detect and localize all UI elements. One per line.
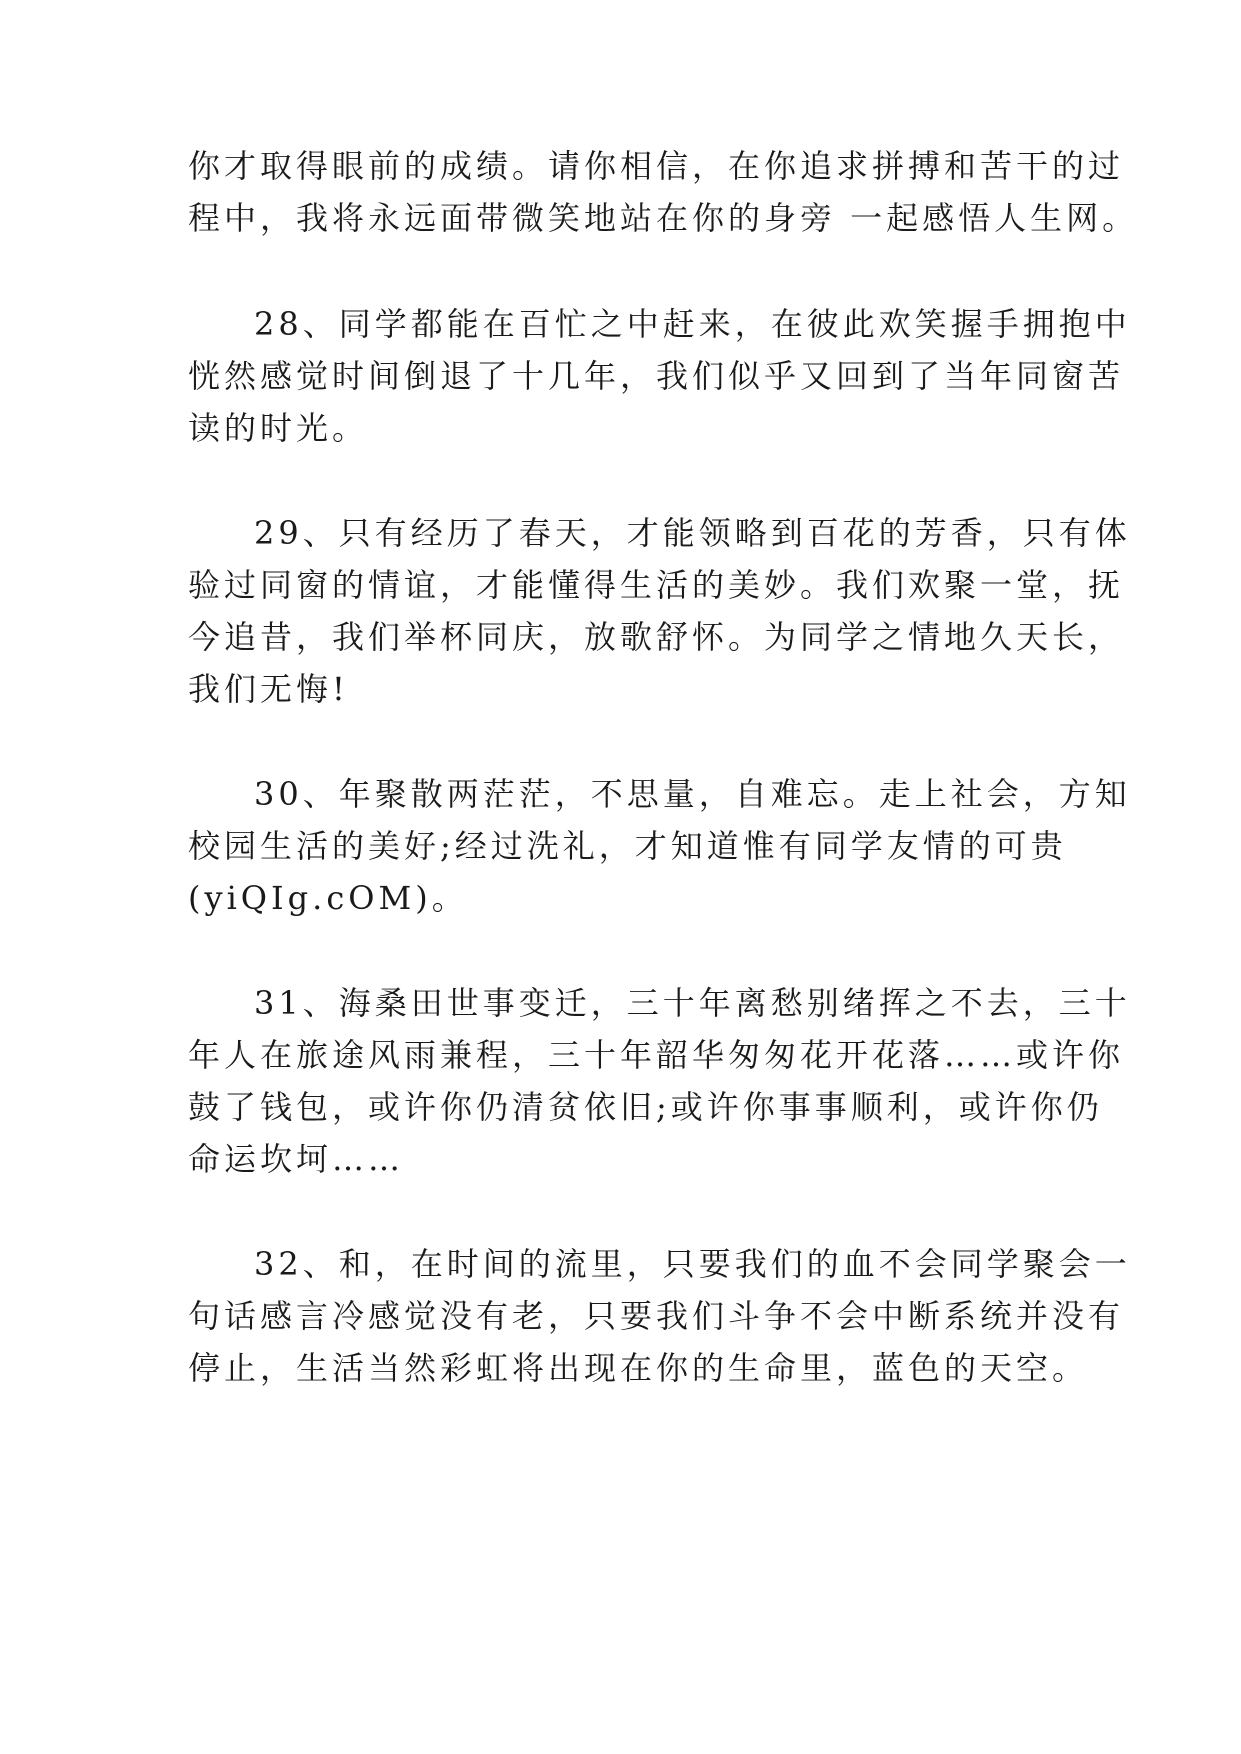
paragraph-28-line: 28、同学都能在百忙之中赶来，在彼此欢笑握手拥抱中: [254, 305, 1131, 343]
paragraph-29-line: 今追昔，我们举杯同庆，放歌舒怀。为同学之情地久天长，: [188, 618, 1125, 656]
paragraph-30-line: 校园生活的美好;经过洗礼，才知道惟有同学友情的可贵: [188, 827, 1067, 865]
paragraph-32-line: 32、和，在时间的流里，只要我们的血不会同学聚会一: [254, 1245, 1131, 1283]
text-line: 你才取得眼前的成绩。请你相信，在你追求拼搏和苦干的过: [188, 147, 1125, 185]
paragraph-29-line: 验过同窗的情谊，才能懂得生活的美妙。我们欢聚一堂，抚: [188, 566, 1125, 604]
paragraph-28-line: 恍然感觉时间倒退了十几年，我们似乎又回到了当年同窗苦: [188, 357, 1125, 395]
text-line: 程中，我将永远面带微笑地站在你的身旁 一起感悟人生网。: [188, 199, 1139, 237]
paragraph-30-line: 30、年聚散两茫茫，不思量，自难忘。走上社会，方知: [254, 775, 1131, 813]
paragraph-28-line: 读的时光。: [188, 409, 369, 447]
paragraph-30-line: (yiQIg.cOM)。: [188, 879, 468, 917]
paragraph-29-line: 我们无悔!: [188, 670, 349, 708]
paragraph-29-line: 29、只有经历了春天，才能领略到百花的芳香，只有体: [254, 514, 1131, 552]
paragraph-31-line: 31、海桑田世事变迁，三十年离愁别绪挥之不去，三十: [254, 984, 1131, 1022]
paragraph-31-line: 年人在旅途风雨兼程，三十年韶华匆匆花开花落……或许你: [188, 1036, 1125, 1074]
paragraph-31-line: 命运坎坷……: [188, 1140, 405, 1178]
paragraph-32-line: 句话感言冷感觉没有老，只要我们斗争不会中断系统并没有: [188, 1297, 1125, 1335]
paragraph-32-line: 停止，生活当然彩虹将出现在你的生命里，蓝色的天空。: [188, 1349, 1089, 1387]
paragraph-31-line: 鼓了钱包，或许你仍清贫依旧;或许你事事顺利，或许你仍: [188, 1088, 1103, 1126]
